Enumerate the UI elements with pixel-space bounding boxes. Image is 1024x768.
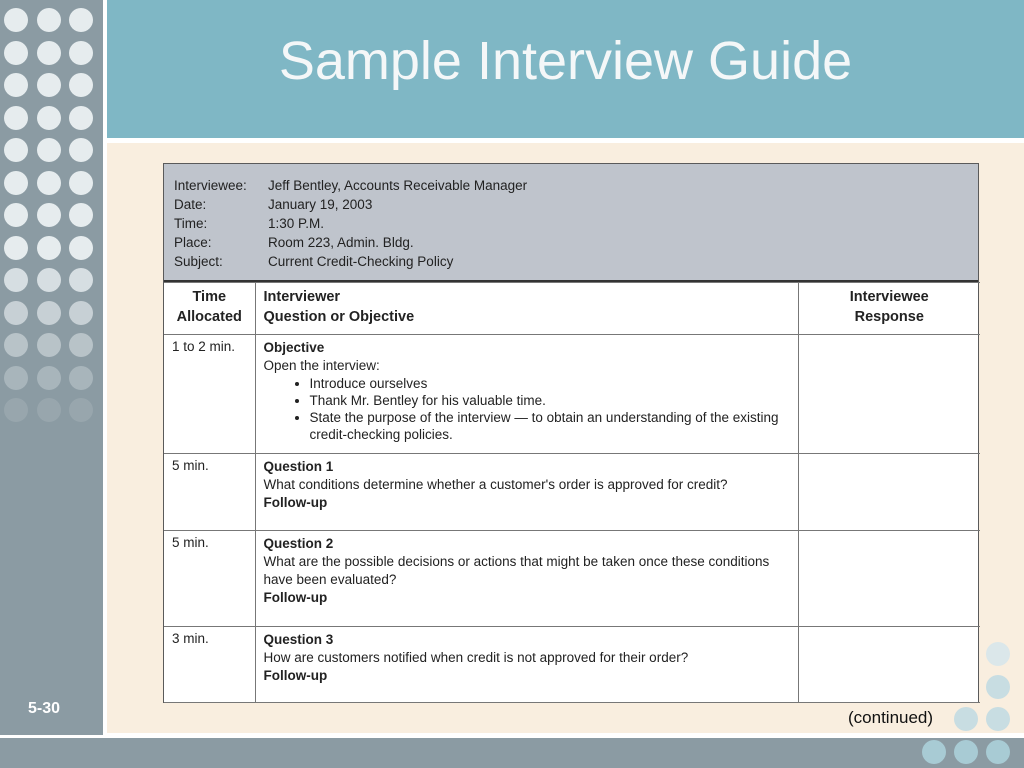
interview-details	[164, 164, 978, 282]
meta-label: Date:	[174, 197, 207, 212]
time-row	[174, 216, 978, 235]
header-line: Allocated	[176, 309, 242, 325]
row-heading: Question 3	[263, 632, 334, 647]
meta-value: January 19, 2003	[268, 197, 373, 212]
interview-guide-table	[164, 282, 980, 703]
place-row	[174, 235, 978, 254]
decorative-dot	[954, 707, 978, 731]
question-cell	[255, 335, 798, 454]
table-row	[164, 627, 980, 703]
decorative-dot	[986, 740, 1010, 764]
decorative-dot	[986, 642, 1010, 666]
decorative-dot	[4, 8, 28, 32]
decorative-dot	[4, 138, 28, 162]
question-cell	[255, 454, 798, 531]
table-row	[164, 335, 980, 454]
decorative-dot	[37, 73, 61, 97]
decorative-dot	[69, 171, 93, 195]
slide-number: 5-30	[28, 700, 61, 717]
decorative-dot	[4, 106, 28, 130]
response-cell	[798, 454, 980, 531]
bottom-bar	[0, 738, 1024, 768]
decorative-dot	[37, 333, 61, 357]
meta-label: Subject:	[174, 254, 223, 269]
list-item: • Thank Mr. Bentley for his valuable time.	[310, 392, 790, 409]
header-line: Response	[854, 309, 924, 325]
decorative-dot	[4, 301, 28, 325]
list-item: • Introduce ourselves	[310, 375, 790, 392]
decorative-dot	[4, 171, 28, 195]
time-cell: 5 min.	[164, 531, 255, 627]
follow-up-label: Follow-up	[263, 495, 328, 510]
title-band	[107, 0, 1024, 138]
row-text: Open the interview:	[263, 358, 380, 373]
decorative-dot	[986, 675, 1010, 699]
meta-value: Current Credit-Checking Policy	[268, 254, 454, 269]
decorative-dot	[37, 398, 61, 422]
objective-bullets	[264, 375, 790, 443]
decorative-dot	[4, 41, 28, 65]
decorative-dot	[37, 8, 61, 32]
subject-row	[174, 254, 978, 273]
decorative-dot	[986, 707, 1010, 731]
decorative-dot	[37, 106, 61, 130]
decorative-dot	[37, 171, 61, 195]
decorative-dot	[69, 106, 93, 130]
column-header-time	[164, 283, 255, 335]
decorative-dot	[69, 366, 93, 390]
decorative-dot	[4, 73, 28, 97]
table-row	[164, 454, 980, 531]
column-header-question	[255, 283, 798, 335]
decorative-dot	[37, 301, 61, 325]
decorative-dot	[69, 236, 93, 260]
decorative-dot	[4, 236, 28, 260]
decorative-dot	[69, 73, 93, 97]
row-heading: Question 1	[263, 459, 334, 474]
decorative-dot	[4, 333, 28, 357]
left-sidebar	[0, 0, 103, 735]
meta-value: Jeff Bentley, Accounts Receivable Manager	[268, 178, 528, 193]
decorative-dot	[69, 268, 93, 292]
decorative-dot	[954, 740, 978, 764]
decorative-dot	[4, 268, 28, 292]
decorative-dot	[69, 398, 93, 422]
decorative-dot	[69, 301, 93, 325]
question-cell	[255, 627, 798, 703]
decorative-dot	[4, 203, 28, 227]
continued-note: (continued)	[848, 708, 934, 727]
question-cell	[255, 531, 798, 627]
header-line: Interviewer	[263, 289, 341, 305]
meta-value: 1:30 P.M.	[268, 216, 325, 231]
row-text: What conditions determine whether a customer's order is approved for credit?	[263, 477, 728, 492]
slide-title: Sample Interview Guide	[278, 31, 853, 91]
meta-label: Place:	[174, 235, 212, 250]
follow-up-label: Follow-up	[263, 668, 328, 683]
interview-guide-document	[163, 163, 979, 703]
meta-label: Interviewee:	[174, 178, 247, 193]
header-line: Time	[192, 289, 227, 305]
decorative-dot	[922, 740, 946, 764]
decorative-dot	[69, 203, 93, 227]
table-header-row	[164, 283, 980, 335]
decorative-dot	[69, 138, 93, 162]
decorative-dot	[37, 138, 61, 162]
decorative-dot	[69, 41, 93, 65]
decorative-dot	[37, 268, 61, 292]
decorative-dot	[4, 366, 28, 390]
header-line: Question or Objective	[263, 309, 415, 325]
interviewee-row	[174, 178, 978, 197]
column-header-response	[798, 283, 980, 335]
list-item: • State the purpose of the interview — to obtain an understanding of the existing credit-checking policies.	[310, 409, 790, 443]
decorative-dot	[37, 203, 61, 227]
response-cell	[798, 531, 980, 627]
response-cell	[798, 627, 980, 703]
meta-label: Time:	[174, 216, 208, 231]
decorative-dot	[37, 366, 61, 390]
time-cell: 3 min.	[164, 627, 255, 703]
decorative-dot	[37, 236, 61, 260]
decorative-dot	[69, 333, 93, 357]
meta-value: Room 223, Admin. Bldg.	[268, 235, 414, 250]
row-heading: Question 2	[263, 536, 334, 551]
date-row	[174, 197, 978, 216]
decorative-dot	[37, 41, 61, 65]
decorative-dot	[4, 398, 28, 422]
time-cell: 1 to 2 min.	[164, 335, 255, 454]
row-heading: Objective	[263, 340, 325, 355]
decorative-dot	[69, 8, 93, 32]
time-cell: 5 min.	[164, 454, 255, 531]
follow-up-label: Follow-up	[263, 590, 328, 605]
table-row	[164, 531, 980, 627]
row-text: How are customers notified when credit is not approved for their order?	[263, 650, 689, 665]
response-cell	[798, 335, 980, 454]
row-text: What are the possible decisions or actions that might be taken once these conditions have been evaluated?	[263, 554, 770, 587]
header-line: Interviewee	[849, 289, 929, 305]
